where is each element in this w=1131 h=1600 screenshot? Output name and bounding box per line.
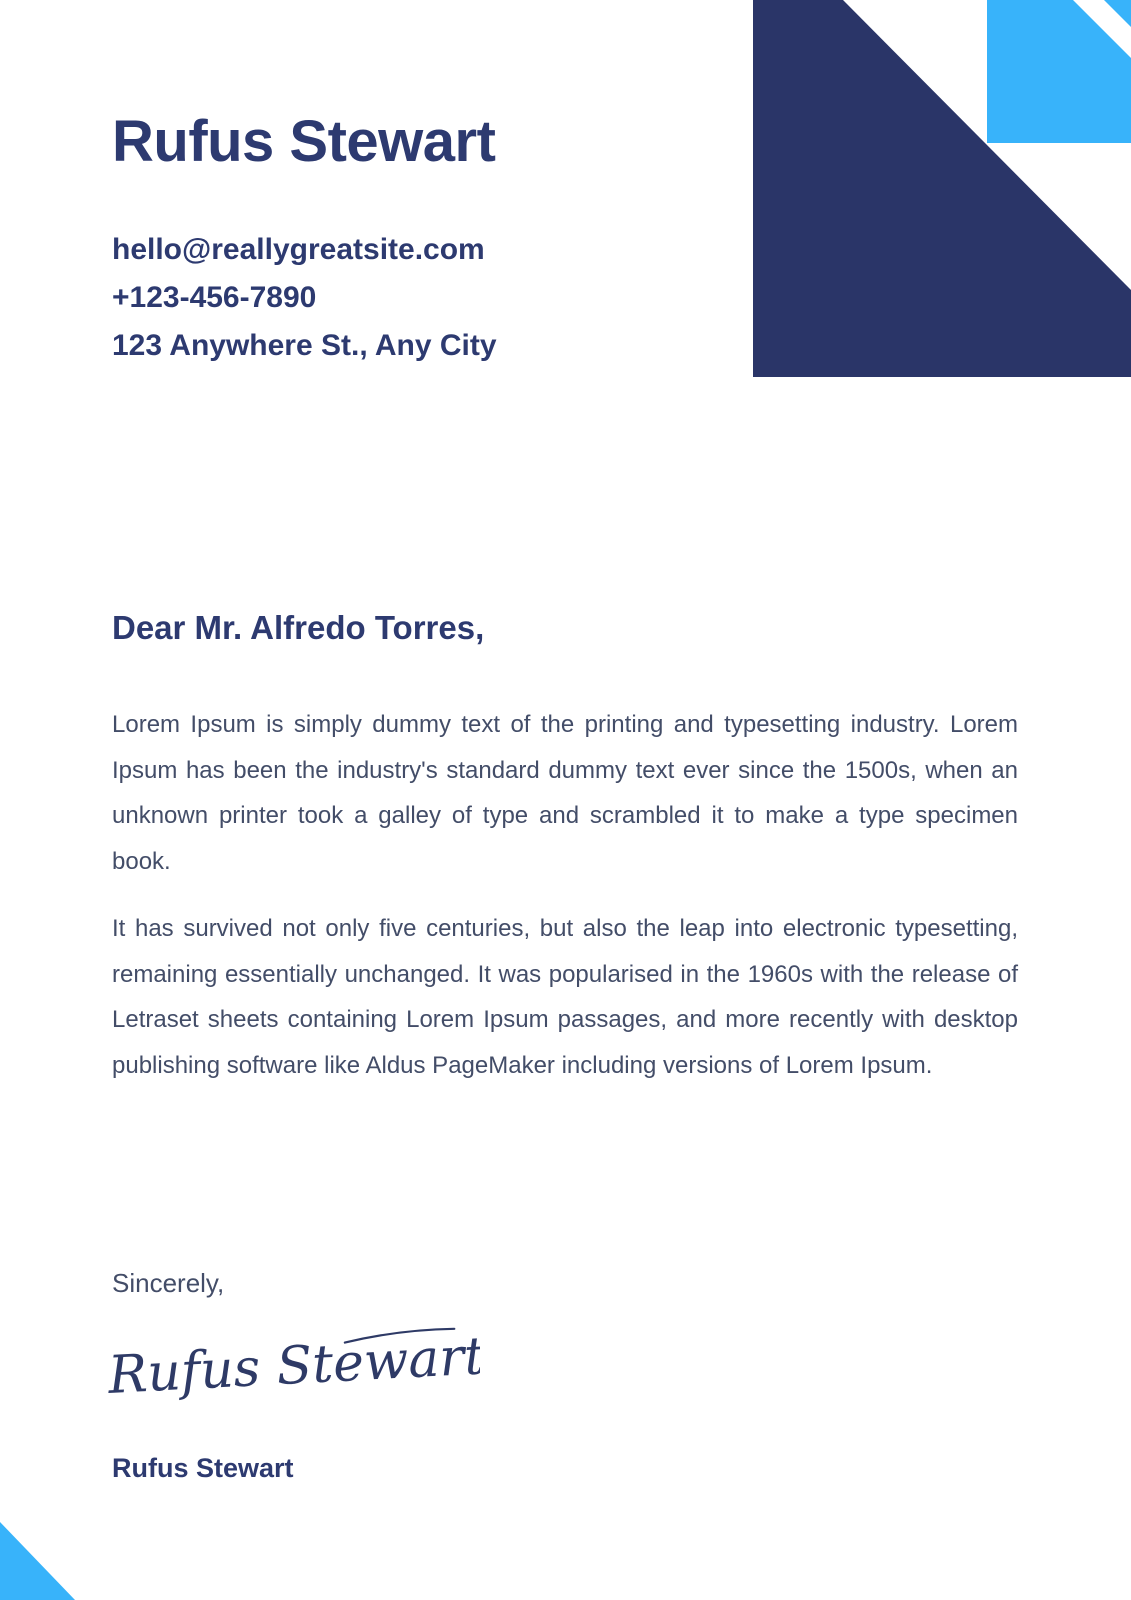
closing: Sincerely, — [112, 1268, 225, 1298]
sender-name-heading: Rufus Stewart — [112, 109, 496, 174]
signature-block — [100, 1296, 480, 1436]
paragraph-line: Lorem Ipsum is simply dummy text of the printing and typesetting industry. Lorem — [112, 711, 1018, 738]
paragraph-line: Letraset sheets containing Lorem Ipsum passages, and more recently with desktop — [112, 1006, 1018, 1033]
contact-address: 123 Anywhere St., Any City — [112, 329, 497, 362]
signature — [100, 1296, 480, 1436]
paragraph-line: publishing software like Aldus PageMaker including versions of Lorem Ipsum. — [112, 1051, 933, 1079]
paragraph-line: remaining essentially unchanged. It was popularised in the 1960s with the release of — [112, 960, 1018, 988]
body-paragraph-2 — [112, 906, 1018, 1088]
greeting: Dear Mr. Alfredo Torres, — [112, 609, 485, 646]
signer-name: Rufus Stewart — [112, 1453, 294, 1483]
contact-phone: +123-456-7890 — [112, 281, 317, 314]
paragraph-line: Ipsum has been the industry's standard dummy text ever since the 1500s, when an — [112, 756, 1018, 784]
signature-script-text: Rufus Stewart — [106, 1326, 480, 1406]
contact-block — [112, 226, 497, 370]
paragraph-line: It has survived not only five centuries, but also the leap into electronic typesetting, — [112, 915, 1018, 942]
paragraph-line: unknown printer took a galley of type and scrambled it to make a type specimen — [112, 802, 1018, 829]
contact-email: hello@reallygreatsite.com — [112, 233, 485, 266]
body-paragraph-1 — [112, 702, 1018, 884]
paragraph-line: book. — [112, 847, 171, 875]
